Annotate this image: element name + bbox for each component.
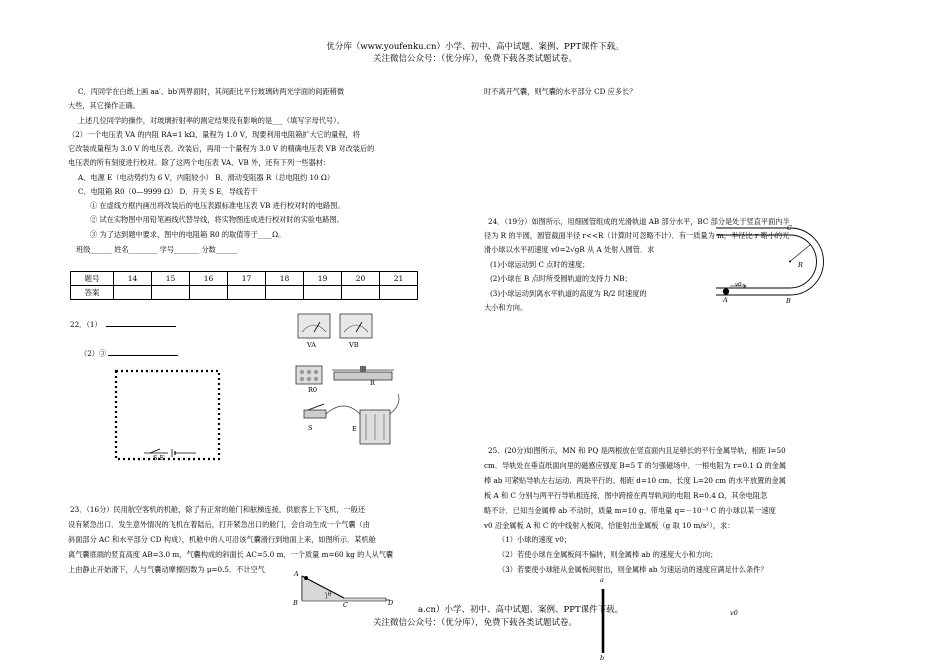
r-label: R	[370, 379, 375, 387]
q22-part2-label: （2）③	[80, 347, 178, 359]
answer-cell[interactable]	[304, 286, 342, 300]
answer-cell[interactable]	[152, 286, 190, 300]
q25-line4: 板 A 和 C 分别与两平行导轨相连接，图中跨接在两导轨间的电阻 R=0.4 Ω，其余电阻忽	[484, 491, 768, 500]
student-info-line: 班级______ 姓名________ 学号_______ 分数______	[76, 245, 238, 254]
q25-fig-a: a	[600, 576, 604, 584]
voltmeter-b-icon	[340, 314, 372, 338]
q23-line5: 上由静止开始滑下，人与气囊动摩擦因数为 μ=0.5．不计空气	[68, 565, 265, 574]
q23-continued: 时不离开气囊，则气囊的水平部分 CD 应多长？	[484, 87, 637, 96]
q22-part1-blank[interactable]	[106, 318, 176, 327]
q25-fig-b: b	[600, 654, 605, 662]
table-row	[71, 272, 418, 286]
q25-part3: （3）若要使小球能从金属板间射出，则金属棒 ab 匀速运动的速度应满足什么条件？	[498, 565, 768, 574]
q23-line4: 离气囊底端的竖直高度 AB=3.0 m，气囊构成的斜面长 AC=5.0 m．一个质量 m=60 kg 的人从气囊	[68, 550, 394, 559]
answer-table	[70, 271, 418, 300]
table-row	[71, 286, 418, 300]
q21-part2-line1: （2）一个电压表 VA 的内阻 RA=1 kΩ，量程为 1.0 V，现要利用电阻箱扩大它的量程，将	[68, 130, 360, 139]
q21-task-2: ② 试在实物图中用铅笔画线代替导线，将实物图连成进行校对时的实验电路图。	[90, 215, 344, 224]
fig-label-a: A	[294, 570, 299, 578]
dotted-box-border	[116, 371, 219, 459]
q21-equipment-ab: A．电源 E（电动势约为 6 V，内阻较小） B．滑动变阻器 R（总电阻约 10 Ω）	[78, 173, 335, 182]
resistance-box-icon	[296, 366, 322, 384]
q24-part1: (1)小球运动到 C 点时的速度；	[490, 260, 590, 269]
q24-fig-c: C	[787, 224, 792, 232]
q21-option-c: C．丙同学在白纸上画 aa′、bb′两界面时，其间距比平行玻璃砖两光学面的间距稍微	[78, 87, 345, 96]
fig-label-b: B	[293, 599, 298, 607]
q21-option-c-cont: 大些，其它操作正确。	[68, 101, 140, 110]
q22-part2-blank[interactable]	[108, 347, 178, 356]
q24-part2: (2)小球在 B 点时所受圆轨道的支持力 NB；	[490, 274, 632, 283]
r0-label: R0	[308, 386, 318, 394]
q25-line2: cm．导轨处在垂直纸面向里的磁感应强度 B=5 T 的匀强磁场中．一根电阻为 r=0.1 Ω 的金属	[484, 461, 787, 470]
q24-fig-v0: v0	[735, 282, 742, 288]
semicircle-track-figure	[712, 222, 840, 310]
answer-cell[interactable]	[190, 286, 228, 300]
q21-equipment-cde: C．电阻箱 R0（0—9999 Ω） D．开关 S E．导线若干	[78, 187, 258, 196]
fig-label-c: C	[343, 601, 348, 609]
q22-part1-label: 22．（1）	[70, 318, 176, 330]
q25-part1: （1）小球的速度 v0；	[498, 535, 571, 544]
q21-part2-line2: 它改装成量程为 3.0 V 的电压表。改装后，再用一个量程为 3.0 V 的精确电压表 VB 对改装后的	[68, 144, 375, 153]
q25-line5: 略不计．已知当金属棒 ab 不动时，质量 m=10 g、带电量 q=－10⁻³ C 的小球以某一速度	[484, 506, 776, 515]
q24-fig-r: R	[798, 261, 803, 269]
table-answer-label: 答案	[71, 286, 114, 300]
q24-part3-cont: 大小和方向。	[484, 303, 528, 312]
answer-cell[interactable]	[228, 286, 266, 300]
metal-rod-figure	[596, 585, 610, 657]
q23-line1: 23．（16分）民用航空客机的机舱，除了有正常的舱门和舷梯连接，供旅客上下飞机，一般还	[70, 505, 366, 514]
table-cell: 14	[114, 272, 152, 286]
q24-part3: (3)小球运动到离水平轨道的高度为 R/2 时速度的	[490, 289, 647, 298]
fig-label-d: D	[388, 599, 394, 607]
va-label: VA	[307, 341, 316, 349]
q25-line6: v0 沿金属板 A 和 C 的中线射入板间，恰能射出金属板（g 取 10 m/s²），求：	[484, 521, 735, 530]
q23-line2: 设有紧急出口．发生意外情况的飞机在着陆后，打开紧急出口的舱门，会自动生成一个气囊（由	[68, 520, 370, 529]
table-cell: 15	[152, 272, 190, 286]
q23-line3: 斜面部分 AC 和水平部分 CD 构成），机舱中的人可沿该气囊滑行到地面上来，如图所示．某机舱	[68, 535, 376, 544]
fig-label-theta: θ	[328, 592, 332, 598]
rheostat-icon	[334, 372, 392, 380]
table-cell: 16	[190, 272, 228, 286]
q24-line3: 滑小球以水平初速度 v0=2√gR 从 A 处射入圆管．求	[484, 245, 655, 254]
vb-label: VB	[349, 341, 359, 349]
footer-line-2: 关注微信公众号：（优分库），免费下载各类试题试卷。	[372, 618, 577, 628]
q25-part2: （2）若使小球在金属板间不偏转，则金属棒 ab 的速度大小和方向；	[498, 550, 718, 559]
answer-cell[interactable]	[266, 286, 304, 300]
voltmeter-a-icon	[298, 314, 330, 338]
q21-summary: 上述几位同学的操作，对玻璃折射率的测定结果没有影响的是___（填写字母代号）。	[78, 116, 344, 125]
table-cell: 19	[304, 272, 342, 286]
header-line-1: 优分库（www.youfenku.cn）小学、初中、高中试题、案例、PPT课件下载。	[326, 42, 624, 52]
e-label: E	[352, 425, 357, 433]
q24-line1: 24．（19分）如图所示，用细圆管组成的光滑轨道 AB 部分水平，BC 部分是处于竖直平面内半	[488, 217, 790, 226]
q25-fig-v0: v0	[730, 609, 738, 617]
q24-fig-a: A	[723, 296, 728, 304]
q24-fig-b: B	[786, 297, 791, 305]
airbag-shape	[302, 576, 386, 601]
header-line-2: 关注微信公众号：（优分库），免费下载各类试题试卷。	[372, 54, 577, 64]
switch-icon	[304, 410, 326, 418]
q21-task-3: ③ 为了达到题中要求，图中的电阻箱 R0 的取值等于____Ω。	[90, 230, 286, 239]
circuit-se-label: S E	[153, 454, 165, 462]
answer-cell[interactable]	[114, 286, 152, 300]
q24-line2: 径为 R 的半圆，圆管截面半径 r<<R（计算时可忽略不计）．有一质量为 m，半径比 r 略小的光	[484, 231, 790, 240]
circuit-drawing-box[interactable]	[110, 365, 225, 465]
ball-icon	[723, 288, 729, 294]
q25-line3: 棒 ab 可紧贴导轨左右运动．两块平行的、相距 d=10 cm、长度 L=20 cm 的水平放置的金属	[484, 476, 786, 485]
answer-cell[interactable]	[342, 286, 380, 300]
table-cell: 17	[228, 272, 266, 286]
q21-part2-line3: 电压表的所有刻度进行校对。除了这两个电压表 VA、VB 外，还有下列一些器材：	[68, 158, 331, 167]
table-cell: 20	[342, 272, 380, 286]
table-header-label: 题号	[71, 272, 114, 286]
answer-cell[interactable]	[380, 286, 418, 300]
table-cell: 18	[266, 272, 304, 286]
table-cell: 21	[380, 272, 418, 286]
footer-line-1: a.cn）小学、初中、高中试题、案例、PPT课件下载。	[418, 605, 624, 615]
s-label: S	[308, 424, 313, 432]
q21-task-1: ① 在虚线方框内画出将改装后的电压表跟标准电压表 VB 进行校对时的电路图。	[90, 201, 345, 210]
q25-line1: 25．(20分)如图所示，MN 和 PQ 是两根放在竖直面内且足够长的平行金属导轨，相距 l=50	[488, 446, 786, 455]
